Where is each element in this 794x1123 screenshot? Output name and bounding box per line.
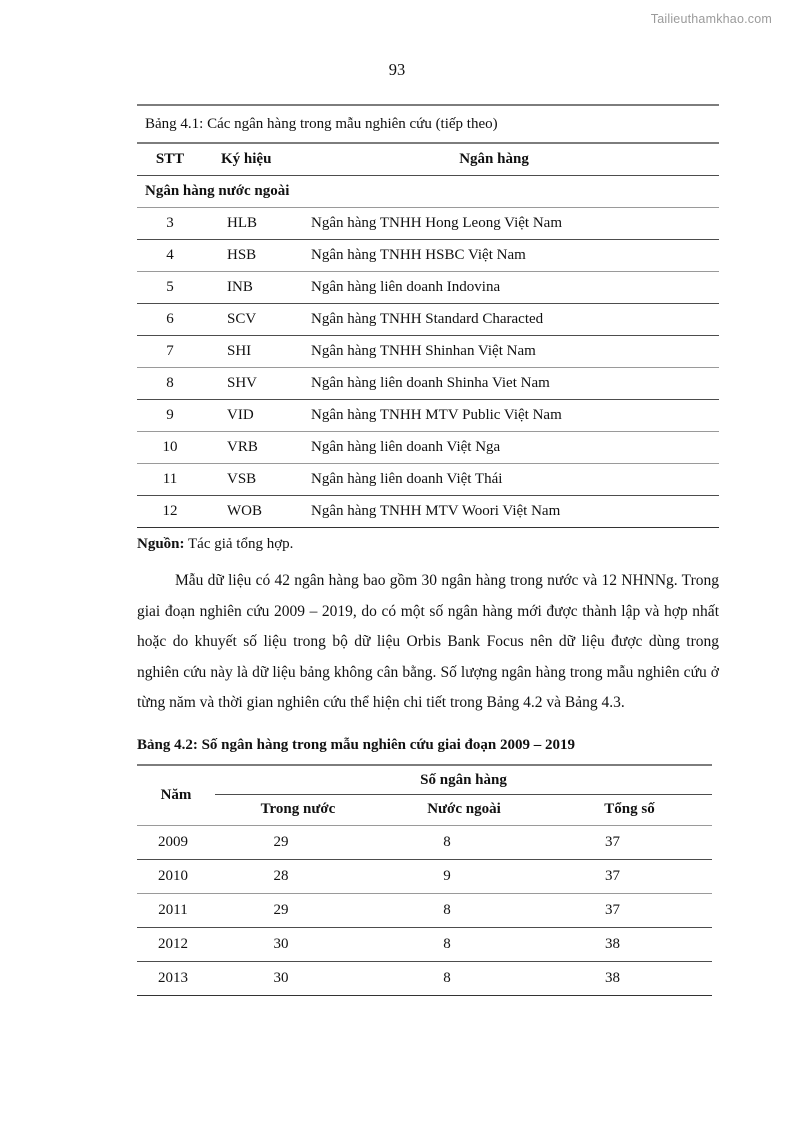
page-number: 93 [388,60,406,79]
table-row [137,961,712,995]
cell-stt: 9 [137,400,203,432]
table-row [137,496,719,528]
table-row [137,336,719,368]
cell-total: 38 [547,961,712,995]
cell-year: 2009 [137,825,215,859]
table-4-2-span-header-row [137,765,712,795]
cell-total: 37 [547,825,712,859]
source-text: Tác giả tổng hợp. [184,536,294,552]
cell-stt: 11 [137,464,203,496]
cell-bank-name: Ngân hàng liên doanh Shinha Viet Nam [307,368,719,400]
group-label-foreign-banks: Ngân hàng nước ngoài [137,176,719,208]
column-header-domestic: Trong nước [260,800,336,817]
cell-foreign: 8 [381,825,547,859]
table-row [137,272,719,304]
cell-bank-name: Ngân hàng TNHH Hong Leong Việt Nam [307,208,719,240]
table-4-1-caption: Bảng 4.1: Các ngân hàng trong mẫu nghiên cứu (tiếp theo) [137,105,719,143]
watermark-text: Tailieuthamkhao.com [650,12,772,26]
cell-foreign: 8 [381,893,547,927]
cell-year: 2012 [137,927,215,961]
cell-bank-name: Ngân hàng liên doanh Việt Thái [307,464,719,496]
table-4-2-sub-header-row [137,794,712,825]
column-header-number-of-banks: Số ngân hàng [215,765,712,795]
cell-total: 37 [547,859,712,893]
table-row [137,304,719,336]
table-row [137,240,719,272]
cell-symbol: WOB [203,496,307,528]
cell-stt: 7 [137,336,203,368]
table-row [137,464,719,496]
cell-total: 38 [547,927,712,961]
cell-bank-name: Ngân hàng TNHH MTV Woori Việt Nam [307,496,719,528]
cell-bank-name: Ngân hàng TNHH Standard Characted [307,304,719,336]
cell-symbol: SCV [203,304,307,336]
body-paragraph: Mẫu dữ liệu có 42 ngân hàng bao gồm 30 ngân hàng trong nước và 12 NHNNg. Trong giai đoạn nghiên cứu 2009 – 2019, do có một số ngân hàng mới được thành lập và hợp nhất hoặc do khuyết số liệu trong bộ dữ liệu Orbis Bank Focus nên dữ liệu được dùng trong nghiên cứu này là dữ liệu bảng không cân bằng. Số lượng ngân hàng trong mẫu nghiên cứu ở từng năm và thời gian nghiên cứu thể hiện chi tiết trong Bảng 4.2 và Bảng 4.3. [137,572,719,712]
cell-bank-name: Ngân hàng TNHH MTV Public Việt Nam [307,400,719,432]
table-row [137,208,719,240]
table-row [137,825,712,859]
table-4-1-group-row [137,176,719,208]
cell-total: 37 [547,893,712,927]
cell-symbol: HLB [203,208,307,240]
cell-symbol: SHI [203,336,307,368]
cell-foreign: 9 [381,859,547,893]
column-header-year: Năm [137,765,215,826]
cell-domestic: 30 [215,961,381,995]
column-header-foreign: Nước ngoài [427,800,501,817]
cell-domestic: 30 [215,927,381,961]
cell-symbol: INB [203,272,307,304]
cell-bank-name: Ngân hàng liên doanh Việt Nga [307,432,719,464]
cell-stt: 8 [137,368,203,400]
cell-stt: 6 [137,304,203,336]
cell-domestic: 29 [215,825,381,859]
cell-bank-name: Ngân hàng liên doanh Indovina [307,272,719,304]
table-4-2 [137,764,712,996]
column-header-total: Tổng số [604,800,655,817]
cell-symbol: VSB [203,464,307,496]
cell-domestic: 28 [215,859,381,893]
table-row [137,368,719,400]
cell-symbol: VID [203,400,307,432]
column-header-stt: STT [137,143,203,176]
source-label: Nguồn: [137,536,185,552]
cell-stt: 10 [137,432,203,464]
table-row [137,400,719,432]
page-content [137,104,719,996]
cell-stt: 5 [137,272,203,304]
cell-stt: 12 [137,496,203,528]
cell-bank-name: Ngân hàng TNHH HSBC Việt Nam [307,240,719,272]
cell-foreign: 8 [381,927,547,961]
column-header-bank: Ngân hàng [307,143,719,176]
cell-stt: 4 [137,240,203,272]
table-4-1-source [137,534,719,554]
cell-year: 2011 [137,893,215,927]
cell-stt: 3 [137,208,203,240]
cell-symbol: VRB [203,432,307,464]
table-row [137,927,712,961]
table-4-1-caption-row [137,105,719,143]
table-row [137,893,712,927]
cell-year: 2013 [137,961,215,995]
table-row [137,859,712,893]
table-4-1 [137,104,719,528]
cell-bank-name: Ngân hàng TNHH Shinhan Việt Nam [307,336,719,368]
column-header-symbol: Ký hiệu [203,143,307,176]
table-4-2-caption: Bảng 4.2: Số ngân hàng trong mẫu nghiên cứu giai đoạn 2009 – 2019 [137,736,575,753]
cell-foreign: 8 [381,961,547,995]
cell-domestic: 29 [215,893,381,927]
table-4-1-header-row [137,143,719,176]
table-row [137,432,719,464]
cell-symbol: HSB [203,240,307,272]
cell-symbol: SHV [203,368,307,400]
cell-year: 2010 [137,859,215,893]
